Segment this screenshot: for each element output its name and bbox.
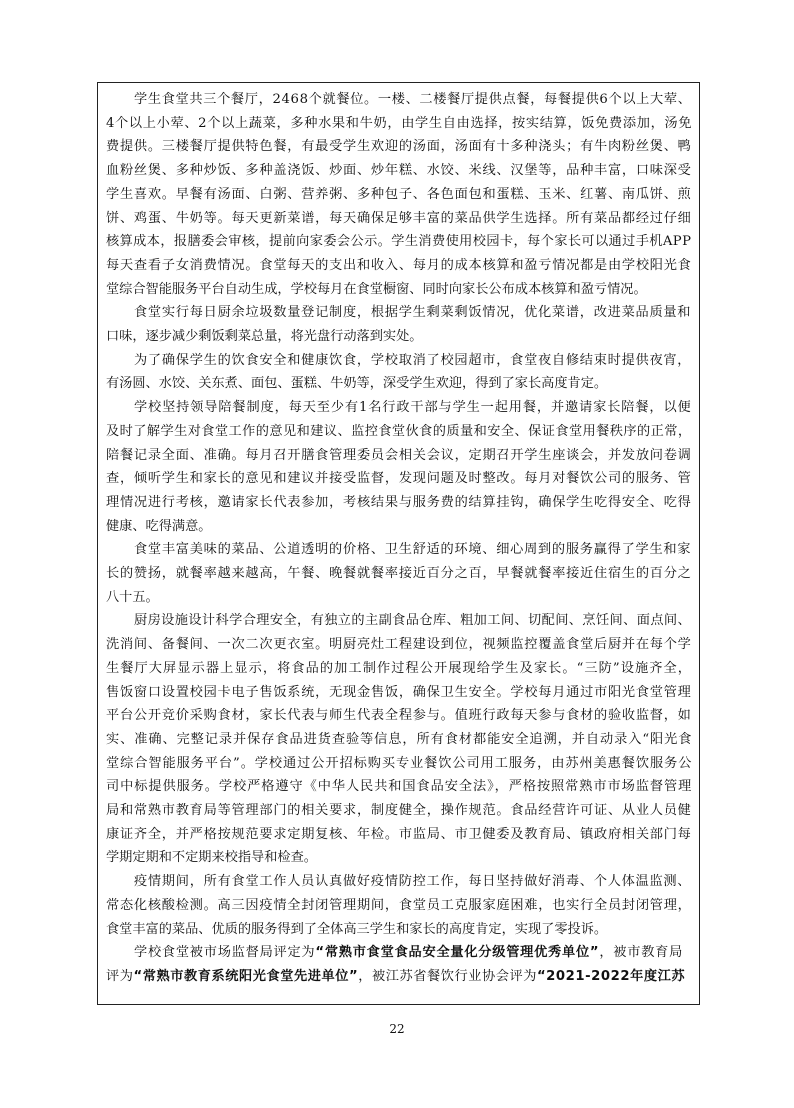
paragraph-line: 长的赞扬，就餐率越来越高，午餐、晚餐就餐率接近百分之百，早餐就餐率接近住宿生的百分之 [106, 566, 692, 581]
paragraph-line: 有汤圆、水饺、关东煮、面包、蛋糕、牛奶等，深受学生欢迎，得到了家长高度肯定。 [106, 376, 608, 392]
awards-text: ，被市教育局 [599, 945, 684, 961]
paragraph-line: 口味，逐步减少剩饭剩菜总量，将光盘行动落到实处。 [106, 329, 423, 344]
paragraph-line: 司中标提供服务。学校严格遵守《中华人民共和国食品安全法》，严格按照常熟市市场监督管理 [106, 779, 693, 795]
paragraph-line: 食堂实行每日厨余垃圾数量登记制度，根据学生剩菜剩饭情况，优化菜谱，改进菜品质量和 [134, 305, 692, 321]
awards-text: 评为 [106, 968, 134, 984]
paragraph-line: 费提供。三楼餐厅提供特色餐，有最受学生欢迎的汤面，汤面有十多种浇头；有牛肉粉丝煲、鸭 [106, 139, 692, 155]
paragraph-line: 局和常熟市教育局等管理部门的相关要求，制度健全，操作规范。食品经营许可证、从业人员健 [106, 803, 692, 818]
paragraph-line: 陪餐记录全面、准确。每月召开膳食管理委员会相关会议，定期召开学生座谈会，并发放问卷调 [106, 447, 692, 463]
awards-line-2 [106, 968, 685, 986]
paragraph-line: 堂综合智能服务平台自动生成，学校每月在食堂橱窗、同时向家长公布成本核算和盈亏情况。 [106, 281, 647, 297]
award-title: “2021-2022年度江苏 [536, 968, 686, 984]
paragraph-line: 学生食堂共三个餐厅，2468个就餐位。一楼、二楼餐厅提供点餐，每餐提供6个以上大荤、 [134, 92, 692, 107]
paragraph-line: 健康、吃得满意。 [106, 518, 212, 534]
paragraph-line: 售饭窗口设置校园卡电子售饭系统，无现金售饭，确保卫生安全。学校每月通过市阳光食堂管理 [106, 684, 692, 700]
paragraph-line: 学生喜欢。早餐有汤面、白粥、营养粥、多种包子、各色面包和蛋糕、玉米、红薯、南瓜饼、煎 [106, 186, 692, 202]
paragraph-line: 学期定期和不定期来校指导和检查。 [106, 850, 317, 866]
award-title: “常熟市食堂食品安全量化分级管理优秀单位” [315, 945, 600, 961]
page-number: 22 [389, 1022, 405, 1036]
paragraph-line: 及时了解学生对食堂工作的意见和建议、监控食堂伙食的质量和安全、保证食堂用餐秩序的正常， [106, 423, 692, 439]
paragraph-line: 4个以上小荤、2个以上蔬菜，多种水果和牛奶，由学生自由选择，按实结算，饭免费添加，汤免 [106, 115, 693, 131]
paragraph-line: 疫情期间，所有食堂工作人员认真做好疫情防控工作，每日坚持做好消毒、个人体温监测、 [134, 874, 692, 890]
paragraph-line: 康证齐全，并严格按规范要求定期复核、年检。市监局、市卫健委及教育局、镇政府相关部门每 [106, 826, 692, 842]
text-box-border [97, 82, 700, 1005]
paragraph-line: 平台公开竞价采购食材，家长代表与师生代表全程参与。值班行政每天参与食材的验收监督，如 [106, 708, 692, 724]
paragraph-line: 食堂丰富的菜品、优质的服务得到了全体高三学生和家长的高度肯定，实现了零投诉。 [106, 921, 608, 937]
paragraph-line: 八十五。 [106, 589, 159, 605]
paragraph-line: 实、准确、完整记录并保存食品进货查验等信息，所有食材都能安全追溯，并自动录入“阳光食 [106, 731, 693, 747]
awards-line-1 [134, 944, 683, 962]
paragraph-line: 查，倾听学生和家长的意见和建议并接受监督，发现问题及时整改。每月对餐饮公司的服务、管 [106, 471, 692, 487]
paragraph-line: 食堂丰富美味的菜品、公道透明的价格、卫生舒适的环境、细心周到的服务赢得了学生和家 [134, 542, 692, 558]
paragraph-line: 每天查看子女消费情况。食堂每天的支出和收入、每月的成本核算和盈亏情况都是由学校阳光食 [106, 257, 692, 273]
paragraph-line: 堂综合智能服务平台”。学校通过公开招标购买专业餐饮公司用工服务，由苏州美惠餐饮服务公 [106, 755, 693, 771]
paragraph-line: 学校坚持领导陪餐制度，每天至少有1名行政干部与学生一起用餐，并邀请家长陪餐，以便 [134, 400, 692, 416]
award-title: “常熟市教育系统阳光食堂先进单位” [133, 968, 359, 984]
paragraph-line: 厨房设施设计科学合理安全，有独立的主副食品仓库、粗加工间、切配间、烹饪间、面点间、 [134, 613, 692, 629]
awards-text: ，被江苏省餐饮行业协会评为 [358, 968, 537, 984]
awards-text: 学校食堂被市场监督局评定为 [134, 945, 316, 961]
paragraph-line: 为了确保学生的饮食安全和健康饮食，学校取消了校园超市，食堂夜自修结束时提供夜宵， [134, 352, 692, 368]
paragraph-line: 饼、鸡蛋、牛奶等。每天更新菜谱，每天确保足够丰富的菜品供学生选择。所有菜品都经过仔细 [106, 210, 692, 226]
paragraph-line: 生餐厅大屏显示器上显示，将食品的加工制作过程公开展现给学生及家长。“三防”设施齐全， [106, 660, 693, 676]
paragraph-line: 常态化核酸检测。高三因疫情全封闭管理期间，食堂员工克服家庭困难，也实行全员封闭管理， [106, 897, 692, 913]
paragraph-line: 洗消间、备餐间、一次二次更衣室。明厨亮灶工程建设到位，视频监控覆盖食堂后厨并在每个学 [106, 637, 692, 653]
paragraph-line: 血粉丝煲、多种炒饭、多种盖浇饭、炒面、炒年糕、水饺、米线、汉堡等，品种丰富，口味深受 [106, 163, 692, 179]
paragraph-line: 核算成本，报膳委会审核，提前向家委会公示。学生消费使用校园卡，每个家长可以通过手机APP [106, 234, 692, 250]
paragraph-line: 理情况进行考核，邀请家长代表参加，考核结果与服务费的结算挂钩，确保学生吃得安全、吃得 [106, 494, 692, 510]
